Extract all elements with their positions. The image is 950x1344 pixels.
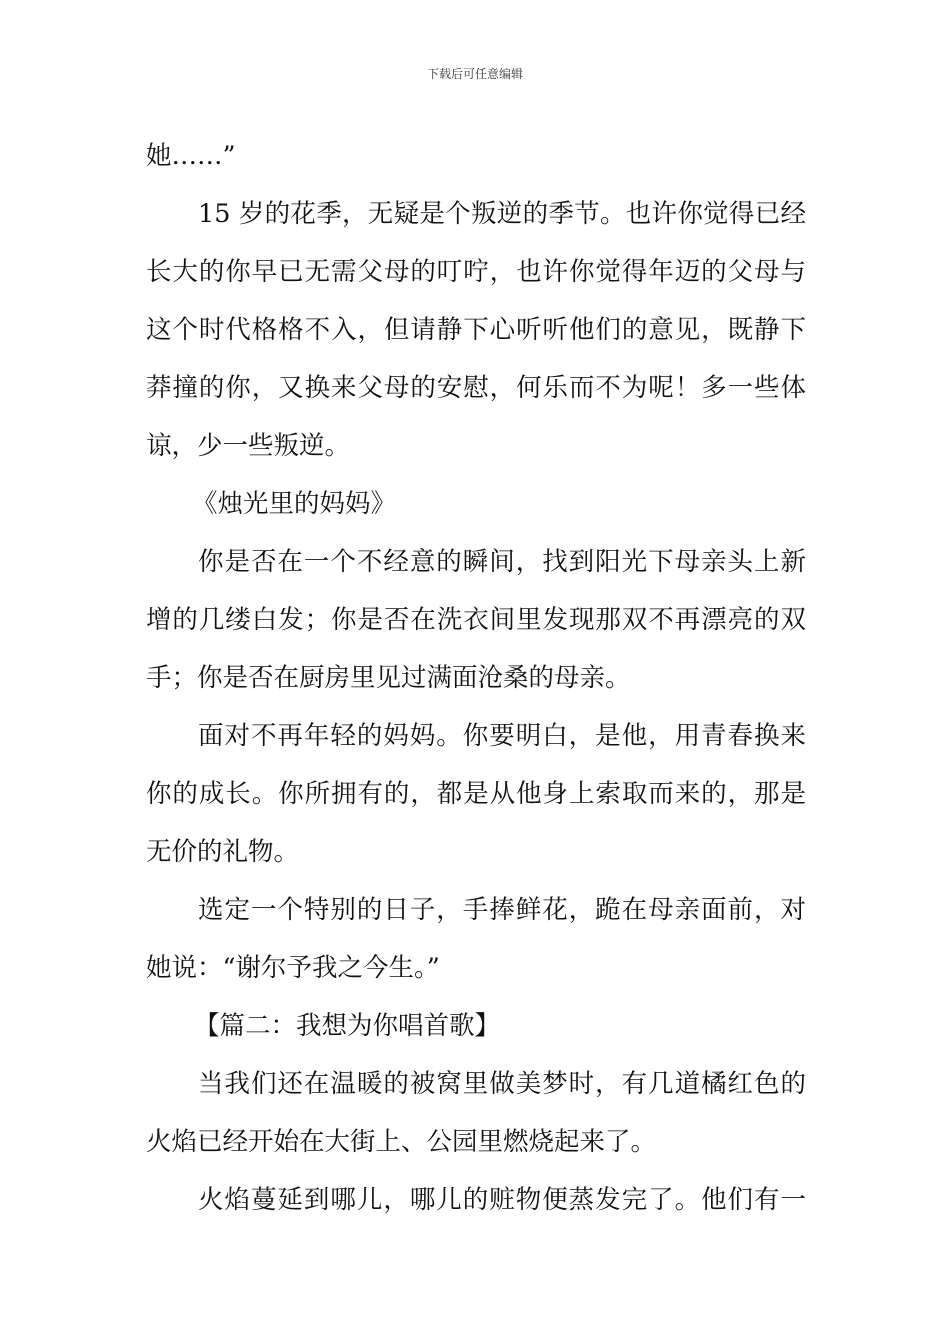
text-line: 手；你是否在厨房里见过满面沧桑的母亲。 [146,663,631,693]
text-line: 莽撞的你，又换来父母的安慰，何乐而不为呢！多一些体 [146,373,806,403]
text-line: 她……” [146,141,236,171]
text-line: 你的成长。你所拥有的，都是从他身上索取而来的，那是 [146,779,806,809]
paragraph-first-line: 15 岁的花季，无疑是个叛逆的季节。也许你觉得已经 [198,199,806,229]
paragraph-first-line: 选定一个特别的日子，手捧鲜花，跪在母亲面前，对 [198,895,806,925]
paragraph-first-line: 火焰蔓延到哪儿，哪儿的赃物便蒸发完了。他们有一 [198,1185,806,1215]
paragraph-first-line: 当我们还在温暖的被窝里做美梦时，有几道橘红色的 [198,1069,806,1099]
poem-title: 《烛光里的妈妈》 [192,489,397,519]
page-header-note: 下载后可任意编辑 [426,67,523,81]
text-line: 长大的你早已无需父母的叮咛，也许你觉得年迈的父母与 [146,257,806,287]
text-line: 无价的礼物。 [146,837,300,867]
text-line: 增的几缕白发；你是否在洗衣间里发现那双不再漂亮的双 [146,605,806,635]
paragraph-first-line: 你是否在一个不经意的瞬间，找到阳光下母亲头上新 [198,547,806,577]
paragraph-first-line: 面对不再年轻的妈妈。你要明白，是他，用青春换来 [198,721,806,751]
section-heading: 【篇二：我想为你唱首歌】 [194,1011,501,1041]
text-line: 谅，少一些叛逆。 [146,431,351,461]
text-line: 火焰已经开始在大街上、公园里燃烧起来了。 [146,1127,657,1157]
text-line: 这个时代格格不入，但请静下心听听他们的意见，既静下 [146,315,806,345]
document-body [146,127,806,1229]
text-line: 她说：“谢尔予我之今生。” [146,953,440,983]
